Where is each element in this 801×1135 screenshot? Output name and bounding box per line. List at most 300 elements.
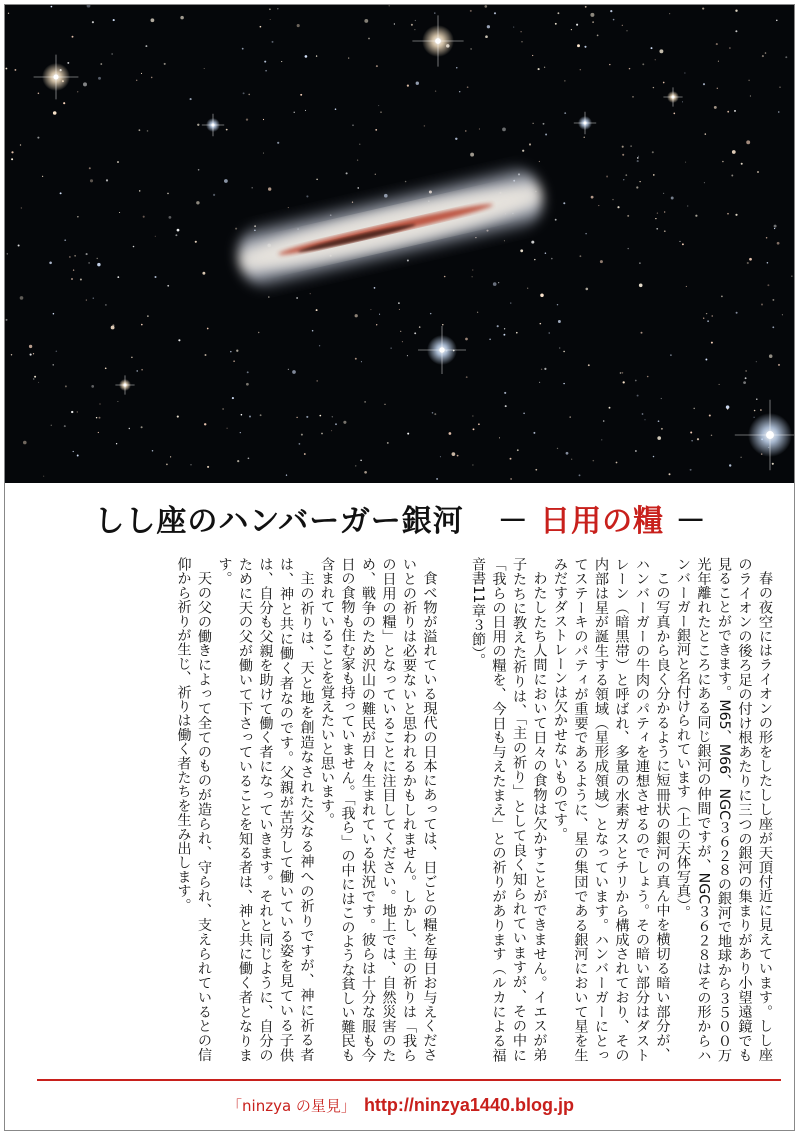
star <box>637 160 639 162</box>
star <box>655 218 656 219</box>
star <box>77 91 78 92</box>
star <box>627 248 628 249</box>
star <box>657 436 661 440</box>
star <box>761 304 763 306</box>
star <box>747 262 749 264</box>
star <box>642 413 644 415</box>
star <box>80 278 82 280</box>
star <box>504 392 506 394</box>
star <box>235 228 237 230</box>
star <box>92 21 94 23</box>
star <box>470 153 474 157</box>
star <box>540 323 542 325</box>
star <box>136 80 137 81</box>
star <box>398 302 400 304</box>
star <box>93 297 94 298</box>
star <box>86 253 88 255</box>
star <box>143 216 145 218</box>
star <box>576 24 578 26</box>
star <box>364 401 366 403</box>
star <box>695 215 697 217</box>
star <box>457 455 459 457</box>
star <box>716 43 718 45</box>
star <box>300 94 302 96</box>
star <box>180 16 184 20</box>
star <box>661 398 662 399</box>
star <box>305 110 306 111</box>
star <box>305 55 308 58</box>
star <box>178 339 180 341</box>
star <box>147 315 149 317</box>
star <box>90 179 93 182</box>
star <box>477 312 478 313</box>
star <box>600 260 603 263</box>
star <box>545 252 547 254</box>
star <box>691 440 692 441</box>
star <box>310 293 311 294</box>
star <box>571 459 572 460</box>
star <box>394 23 395 24</box>
star <box>376 65 378 67</box>
star <box>106 179 108 181</box>
star <box>564 80 565 81</box>
star <box>702 8 704 10</box>
star <box>465 130 466 131</box>
star <box>222 408 224 410</box>
star <box>522 150 524 152</box>
blog-name: 「ninzya の星見」 <box>227 1096 356 1115</box>
star <box>435 90 436 91</box>
star <box>531 241 534 244</box>
star <box>465 338 468 341</box>
star <box>762 55 764 57</box>
star <box>316 380 318 382</box>
star <box>592 21 594 23</box>
star <box>99 417 101 419</box>
star <box>167 193 169 195</box>
star <box>538 68 540 70</box>
star <box>472 276 473 277</box>
star <box>779 86 781 88</box>
star <box>736 312 738 314</box>
star <box>630 145 631 146</box>
star <box>765 52 767 54</box>
star <box>754 410 756 412</box>
star <box>641 332 643 334</box>
star <box>321 433 323 435</box>
star <box>319 345 320 346</box>
star <box>544 67 545 68</box>
star <box>65 385 67 387</box>
star <box>77 216 78 217</box>
star <box>703 83 705 85</box>
star <box>579 255 581 257</box>
star <box>207 466 209 468</box>
star <box>49 262 52 265</box>
star <box>97 263 100 266</box>
star <box>731 175 733 177</box>
star <box>613 19 615 21</box>
paragraph: 食べ物が溢れている現代の日本にあっては、日ごとの糧を毎日お与えくださいとの祈りは必要ないと思われるかもしれません。しかし、主の祈りは「我らの日用の糧」となっていることに注目してください。地上では、自然災害のため、戦争のため沢山の難民が日々生まれている状況です。彼らは十分な服も今日の食物も住む家も持っていません。「我ら」の中にはこのような貧しい難民も含まれていることを覚えたいと思います。 <box>319 557 438 1062</box>
star <box>232 397 234 399</box>
star <box>112 324 114 326</box>
star <box>407 259 409 261</box>
star <box>444 276 446 278</box>
star <box>693 408 695 410</box>
star <box>272 41 274 43</box>
star <box>53 313 55 315</box>
star <box>603 420 605 422</box>
star <box>400 331 401 332</box>
star <box>411 24 413 26</box>
star <box>263 153 264 154</box>
star <box>586 288 589 291</box>
star <box>175 234 177 236</box>
star <box>778 111 779 112</box>
star <box>37 137 39 139</box>
star <box>684 72 685 73</box>
star <box>632 96 633 97</box>
star <box>669 473 671 475</box>
star <box>399 309 400 310</box>
star <box>316 309 318 311</box>
star <box>207 328 209 330</box>
star <box>258 332 259 333</box>
star <box>98 77 101 80</box>
star <box>42 176 43 177</box>
star <box>612 199 613 200</box>
star <box>306 195 308 197</box>
star <box>69 256 70 257</box>
star <box>21 207 22 208</box>
star <box>685 162 686 163</box>
star <box>735 30 737 32</box>
star <box>360 460 361 461</box>
star <box>105 304 107 306</box>
star <box>791 276 792 277</box>
star <box>277 142 279 144</box>
star <box>301 434 303 436</box>
star <box>718 61 719 62</box>
star <box>260 26 262 28</box>
star <box>414 29 415 30</box>
star <box>346 172 348 174</box>
star <box>77 455 79 457</box>
star <box>527 288 528 289</box>
star <box>533 432 535 434</box>
star <box>177 416 179 418</box>
star <box>705 133 706 134</box>
star <box>357 159 358 160</box>
star <box>5 319 7 321</box>
star <box>539 161 540 162</box>
star <box>658 420 660 422</box>
star <box>520 249 523 252</box>
star <box>794 84 795 86</box>
star <box>117 276 119 278</box>
star <box>77 411 78 412</box>
star <box>636 186 638 188</box>
star <box>375 174 376 175</box>
star <box>117 161 119 163</box>
star <box>167 285 169 287</box>
star <box>735 9 737 11</box>
star <box>294 112 295 113</box>
star <box>776 20 777 21</box>
star <box>714 106 717 109</box>
star <box>246 118 248 120</box>
star <box>466 376 468 378</box>
star <box>601 439 602 440</box>
star <box>316 179 317 180</box>
star <box>141 426 143 428</box>
star <box>419 326 421 328</box>
star <box>520 31 521 32</box>
star <box>306 416 308 418</box>
paragraph: 主の祈りは、天と地を創造なされた父なる神への祈りですが、神に祈る者は、神と共に働く者なのです。父親が苦労して働いている姿を見ている子供は、自分も父親を助けて働く者になっていきます。それと同じように、自分のために天の父が働いて下さっていることを知る者は、神と共に働く者となります。 <box>216 557 315 1062</box>
star <box>243 92 245 94</box>
star <box>640 181 641 182</box>
star <box>73 269 74 270</box>
star <box>11 151 13 153</box>
star <box>517 449 519 451</box>
star <box>263 119 264 120</box>
star <box>456 67 457 68</box>
star <box>722 161 724 163</box>
star <box>774 228 775 229</box>
star <box>407 85 409 87</box>
star <box>205 354 207 356</box>
star <box>609 407 611 409</box>
star <box>407 355 408 356</box>
star <box>591 196 594 199</box>
star <box>141 73 142 74</box>
star <box>623 179 624 180</box>
star <box>145 45 147 47</box>
star <box>5 68 7 70</box>
star <box>442 324 443 325</box>
star <box>749 258 752 261</box>
star <box>510 303 511 304</box>
star <box>652 151 654 153</box>
star <box>510 458 512 460</box>
star <box>767 262 769 264</box>
star <box>414 332 416 334</box>
star <box>584 46 586 48</box>
star <box>416 82 419 85</box>
star <box>18 244 20 246</box>
star <box>584 137 585 138</box>
star <box>651 47 653 49</box>
star <box>777 242 780 245</box>
paragraph: わたしたち人間において日々の食物は欠かすことができません。イエスが弟子たちに教えた祈りは、「主の祈り」として良く知られていますが、その中に「我らの日用の糧を、今日も与えたまえ」との祈りがあります（ルカによる福音書11章３節）。 <box>470 557 548 1062</box>
star <box>772 326 774 328</box>
star <box>706 313 707 314</box>
footer <box>5 1087 795 1123</box>
star <box>170 456 171 457</box>
star <box>248 94 250 96</box>
star <box>23 441 27 445</box>
star <box>33 353 34 354</box>
star <box>659 49 663 53</box>
paragraph: この写真から良く分かるように短冊状の銀河の真ん中を横切る暗い部分が、ハンバーガーの牛肉のパティを連想させるのでしょう。その暗い部分はダストレーン（暗黒帯）と呼ばれ、多量の水素ガスとチリから構成されており、その内部は星が誕生する領域（星形成領域）となっています。ハンバーガーにとってステーキのパティが重要であるように、星の集団である銀河において星を生みだすダストレーンは欠かせないものです。 <box>552 557 671 1062</box>
star <box>139 129 141 131</box>
star <box>387 442 389 444</box>
star <box>523 413 525 415</box>
star <box>655 59 656 60</box>
star <box>727 111 729 113</box>
star <box>288 369 289 370</box>
star <box>673 113 675 115</box>
star <box>343 421 346 424</box>
star <box>729 464 731 466</box>
star <box>756 361 757 362</box>
star <box>288 207 289 208</box>
page-subtitle <box>498 496 707 540</box>
star <box>260 414 262 416</box>
star <box>264 61 266 63</box>
star <box>8 13 9 14</box>
blog-url-link[interactable]: http://ninzya1440.blog.jp <box>363 1094 574 1115</box>
star <box>638 156 639 157</box>
star <box>141 369 143 371</box>
star <box>364 471 367 474</box>
star <box>521 41 522 42</box>
star <box>246 383 249 386</box>
star <box>719 384 720 385</box>
star <box>265 70 267 72</box>
star <box>415 20 416 21</box>
star <box>380 111 381 112</box>
star <box>504 240 505 241</box>
star <box>487 25 490 28</box>
star <box>577 44 580 47</box>
star <box>432 412 434 414</box>
star <box>653 174 655 176</box>
star <box>434 413 436 415</box>
star <box>785 56 787 58</box>
footer-divider <box>37 1079 781 1081</box>
star <box>63 102 65 104</box>
star <box>741 163 743 165</box>
star <box>67 62 69 64</box>
star <box>621 372 623 374</box>
star <box>664 211 665 212</box>
paragraph: 春の夜空にはライオンの形をしたしし座が天頂付近に見えています。しし座のライオンの後ろ足の付け根あたりに三つの銀河の集まりがあり小望遠鏡でも見ることができます。M65、M66、NGC３６２８の銀河で地球から３５００万光年離れたところにある同じ銀河の仲間ですが、NGC３６２８はその形からハンバーガー銀河と名付けられています（上の天体写真）。 <box>675 557 773 1062</box>
star <box>623 381 625 383</box>
star <box>51 425 52 426</box>
star <box>489 338 491 340</box>
star <box>563 351 564 352</box>
star <box>74 255 75 256</box>
star <box>497 325 499 327</box>
star <box>131 357 132 358</box>
star <box>375 129 377 131</box>
star <box>727 408 728 409</box>
star <box>98 432 99 433</box>
star-field <box>5 5 795 483</box>
star <box>374 287 376 289</box>
star <box>361 361 362 362</box>
star <box>653 456 655 458</box>
star <box>251 187 253 189</box>
star <box>113 19 115 21</box>
star <box>580 69 581 70</box>
star <box>563 202 565 204</box>
star <box>682 243 684 245</box>
star <box>152 450 154 452</box>
star <box>151 18 155 22</box>
star <box>129 428 130 429</box>
star <box>484 5 487 8</box>
star <box>503 334 505 336</box>
star <box>709 414 711 416</box>
star <box>20 296 24 300</box>
star <box>766 237 768 239</box>
star <box>555 219 557 221</box>
star <box>299 443 301 445</box>
star <box>588 364 590 366</box>
star <box>558 320 561 323</box>
star <box>598 205 599 206</box>
star <box>746 140 750 144</box>
star <box>196 201 199 204</box>
star <box>551 258 553 260</box>
star <box>83 82 87 86</box>
star <box>505 405 507 407</box>
star <box>370 309 371 310</box>
star <box>544 368 546 370</box>
star <box>241 414 243 416</box>
star <box>557 12 559 14</box>
star <box>769 354 773 358</box>
star <box>682 101 683 102</box>
star <box>711 342 713 344</box>
star <box>557 448 558 449</box>
star <box>202 272 205 275</box>
star <box>34 376 36 378</box>
star <box>297 24 300 27</box>
star <box>166 464 168 466</box>
star <box>117 401 118 402</box>
star <box>97 258 98 259</box>
star <box>164 63 166 65</box>
star <box>147 130 149 132</box>
star <box>449 432 452 435</box>
star <box>348 58 349 59</box>
star <box>473 428 475 430</box>
star <box>778 364 780 366</box>
star <box>639 283 643 287</box>
star <box>516 332 518 334</box>
star <box>669 13 670 14</box>
star <box>467 86 469 88</box>
star <box>155 236 156 237</box>
star <box>703 318 704 319</box>
star <box>151 77 153 79</box>
star <box>86 300 87 301</box>
star <box>734 110 736 112</box>
star <box>767 284 769 286</box>
star <box>571 29 572 30</box>
star <box>478 423 480 425</box>
star <box>617 206 619 208</box>
star <box>304 453 306 455</box>
star <box>753 417 754 418</box>
star <box>533 123 534 124</box>
star <box>564 112 566 114</box>
star <box>248 457 250 459</box>
